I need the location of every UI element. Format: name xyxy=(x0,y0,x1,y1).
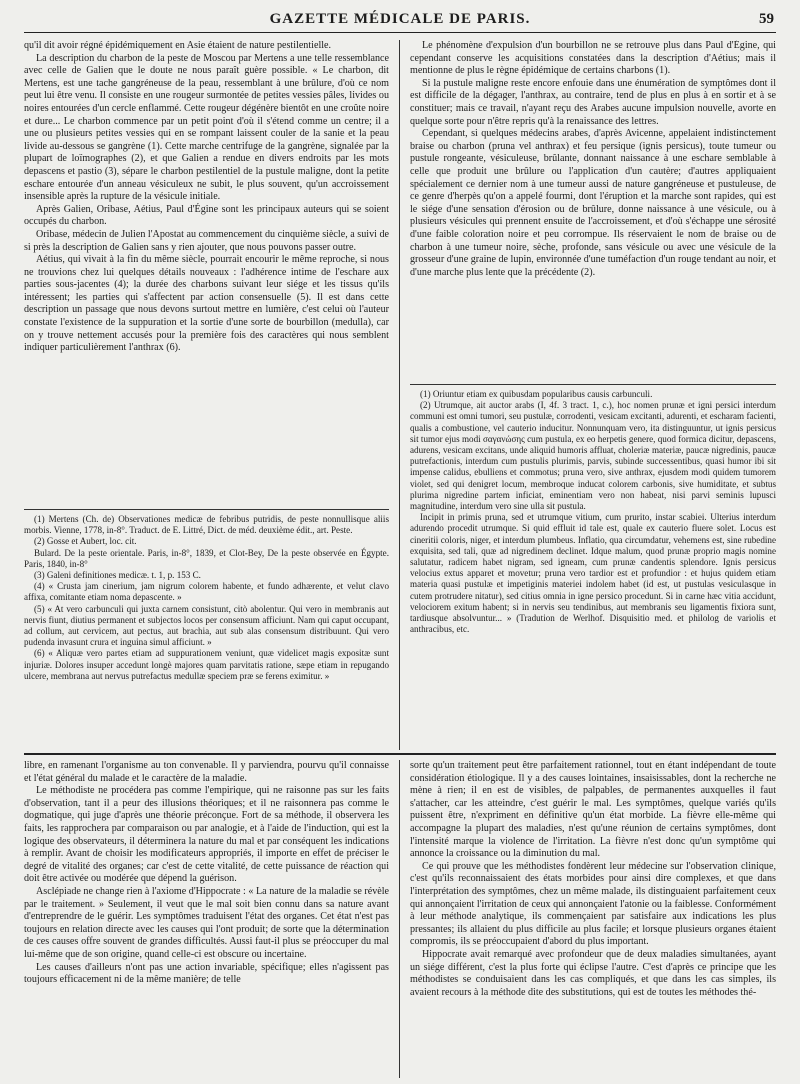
paragraph: Oribase, médecin de Julien l'Apostat au commencement du cinquième siècle, a suivi de si près la description de Galien sans y rien ajouter, que nous pouvons passer outre. xyxy=(24,228,389,253)
paragraph: Si la pustule maligne reste encore enfouie dans une énumération de symptômes dont il est difficile de la dégager, l'anthrax, au contraire, tend de plus en plus à en sortir et à se constituer; mais ce travail, n'ayant reçu des Arabes aucune impulsion nouvelle, avorte en quelque sorte pour n'être repris qu'à la renaissance des lettres. xyxy=(410,77,776,127)
paragraph: Le méthodiste ne procédera pas comme l'empirique, qui ne raisonne pas sur les faits d'observation, tant il a peur des illusions théoriques; et il ne raisonnera pas comme le dogmatique, qui juge d'après une théorie préconçue. Fort de sa méthode, il observera les faits, les rapprochera par comparaison ou par analogie, et à l'aide de l'induction, qui est la logique des observateurs, il déterminera la nature du mal et par conséquent les indications à remplir. Avant de choisir les modificateurs appropriés, il importe en effet de préciser le degré de vitalité des organes; car c'est de cette vitalité, de cette puissance de réaction qui doit être activée ou modérée que dépend la guérison. xyxy=(24,785,389,885)
page-header xyxy=(24,10,776,33)
paragraph: Cependant, si quelques médecins arabes, d'après Avicenne, appelaient indistinctement braise ou charbon (pruna vel anthrax) et feu persique (ignis persicus), toute tumeur ou pustule rongeante, vésiculeuse, brûlante, donnant naissance à une eschare semblable à celle que produit une brûlure ou l'application d'un cautère; d'autres appliquaient spécialement ce dernier nom à une tumeur aussi de nature gangréneuse et pustuleuse, de ce genre d'herpès qu'on a appelé fourmi, dont l'éruption et la marche sont rapides, qui est le siége d'une sensation d'érosion ou de brûlure, donne naissance à une vésicule, ou à plusieurs vésicules qui prennent ensuite de l'accroissement, et d'où s'échappe une sérosité d'une faible coloration noire et peu corrompue. Ils réservaient le nom de braise ou de charbon à une tumeur noire, sèche, profonde, sans vésicule ou avec une vésicule de la grosseur d'une graine de lupin, environnée d'une tuméfaction d'un rouge tendant au noir, et d'une marche plus lente que la précédente (2). xyxy=(410,128,776,278)
footnote: (3) Galeni definitiones medicæ. t. 1, p. 153 C. xyxy=(34,570,201,581)
paragraph: La description du charbon de la peste de Moscou par Mertens a une telle ressemblance avec celle de Galien que le doute ne nous paraît guère possible. « Le charbon, dit Mertens, est une tache gangréneuse de la peau, ressemblant à une brûlure, d'où ce nom peut lui être venu. Il consiste en une rougeur surmontée de petites vessies pâles, livides ou noires entourées d'un cercle enflammé. Cette rougeur dégénère bientôt en une croûte noire et dure... Le charbon commence par un petit point d'où il s'étend comme un centre; il a une ou plusieurs petites vessies qui en se rompant laissent couler de la sanie et la peau livide au-dessous se gangrène (1). Cette marche centrifuge de la gangrène, signalée par la plupart de loïmographes (2), et que Galien a rendue en divers endroits par les mots depascens et pastio (3), sépare le charbon pestilentiel de la pustule maligne, dont la petite eschare entourée d'un anneau vésiculeux ne subit, le plus souvent, qu'un accroissement insensible après la rupture de la vésicule initiale. xyxy=(24,52,389,203)
top-right-footnotes xyxy=(410,389,776,746)
footnote-separator xyxy=(410,384,776,385)
footnote-separator xyxy=(24,509,389,510)
paragraph: Aétius, qui vivait à la fin du même siècle, pourrait encourir le même reproche, si nous ne trouvions chez lui quelques détails nouveaux : l'adhérence intime de l'eschare aux parties sous-jacentes (4); la durée des charbons suivant leur siége et les tissus qu'ils intéressent; les parties qui s'affectent par action consensuelle (5). Il est dans cette description un passage que nous devons surtout mettre en lumière, c'est celui où l'auteur constate l'existence de la suppuration et la sortie d'une sorte de bourbillon (medulla), car on y trouve nettement accusés pour la première fois des caractères qui nous semblent indiquer particulièrement l'anthrax (6). xyxy=(24,254,389,354)
page-number: 59 xyxy=(759,11,774,27)
footnote: Incipit in primis pruna, sed et utrumque vitium, cum prurito, instar scabiei. Ulterius interdum adurendo procedit utrumque. Si quid effluit id tale est, quale ex cauterio fluere solet. Locus est cineritii coloris, niger, et interdum plumbeus. Inflatio, qua circumdatur, vehemens est, sine rubedine exquisita, sed tali, quæ ad nigredinem declinet. Idque malum, quod prunæ proprio magis nomine salutatur, radicem habet nigram, sed igneam, cum prunæ candentis splendore. Ignis persicus velocius extus apparet et movetur; pruna vero tardior est et profundior : et hujus quidem etiam materia quasi pustulæ et impetiginis materiei indolem habet (id est, ut pustulas vesiculasque in cutem protrudere nitatur), sed citius omnia in igne persico procedunt. Si in carne hæc vitia accidunt, velociorem exitum habent; si in nervis seu tendinibus, aut membranis seu ligamentis fixiora sunt, tardiusque absolvuntur... » (Tradution de Werlhof. Disquisitio med. et philolog de variolis et anthracibus, etc. xyxy=(410,512,776,635)
paragraph: Hippocrate avait remarqué avec profondeur que de deux maladies simultanées, ayant un siége différent, c'est la plus forte qui éclipse l'autre. C'est d'après ce principe que les méthodistes se conduisaient dans les cas compliqués, et que dans les cas simples, ils avaient recours à la méthode dite des substitutions, qui est de toutes les méthodes thé- xyxy=(410,948,776,998)
top-left-footnotes xyxy=(24,514,389,746)
paragraph: Après Galien, Oribase, Aétius, Paul d'Égine sont les principaux auteurs qui se soient occupés du charbon. xyxy=(24,203,389,228)
section-separator xyxy=(24,753,776,755)
bottom-left-column xyxy=(24,760,389,1078)
footnote: (1) Mertens (Ch. de) Observationes medicæ de febribus putridis, de peste nonnullisque aliis morbis. Vienne, 1778, in-8°. Traduct. de E. Littré, Dict. de méd. deuxième édit., art. Peste. xyxy=(24,514,389,536)
footnote: (6) « Aliquæ vero partes etiam ad suppurationem veniunt, quæ videlicet magis expositæ sunt injuriæ. Dolores insuper accedunt longè majores quam parvitatis ratione, sæpe etiam in repugando ulcere, membrana aut nervus putrefactus medullæ speciem præ se ferens eximitur. » xyxy=(24,648,389,681)
footnote: (4) « Crusta jam cinerium, jam nigrum colorem habente, et fundo adhærente, et velut clavo affixa, comitante etiam noma depascente. » xyxy=(24,581,389,603)
footnote: (2) Utrumque, ait auctor arabs (I, 4f. 3 tract. 1, c.), hoc nomen prunæ et igni persici interdum communi est omni tumori, seu pustulæ, corrodenti, vesicam excitanti, adurenti, et escharam facienti, qualis a combustione, vel cauterio inducitur. Nonnunquam vero, ita distinguuntur, ut ignis persicus sit tumor ejus modi σαγανώσης cum pustula, ex eo herpetis genere, quod formica dicitur, depascens, adurens, vesicam excitans, unde aliquid humoris affluat, choleriæ materiæ, paucæ nigredinis, paucæ putrefactionis, interdum cum pustulis plurimis, parvis, subinde successentibus, quasi humor ibi sit impense calidus, ebulliens et commotus; pruna vero, sive anthrax, ejusdem modi quidem tumorem violet, sed qui denigret locum, membroque inducat colorem carbonis, sive humiditate, et subtus plurima nigredine partem inficiat, eminentiam vero non habeat, nisi parvi seminis lupusci magnitudine, interdum vero sine ulla sit pustula. xyxy=(410,400,776,512)
column-divider xyxy=(399,40,400,750)
paragraph: Ce qui prouve que les méthodistes fondèrent leur médecine sur l'observation clinique, c'est qu'ils reconnaissaient des états morbides pour ainsi dire complexes, et que dans l'interprétation des symptômes, chez un même malade, ils distinguaient parfaitement ceux qui annonçaient l'irritation de ceux qui annonçaient l'atonie ou la faiblesse. Conformément à leur méthode analytique, ils commençaient par satisfaire aux indications les plus pressantes; ils allaient du plus difficile au plus facile; et lorsque plusieurs organes étaient compromis, ils se préoccupaient d'abord du plus important. xyxy=(410,860,776,948)
column-divider xyxy=(399,760,400,1078)
paragraph: qu'il dit avoir régné épidémiquement en Asie étaient de nature pestilentielle. xyxy=(24,40,332,51)
footnote: (1) Oriuntur etiam ex quibusdam popularibus causis carbunculi. xyxy=(420,389,653,399)
footnote: Bulard. De la peste orientale. Paris, in-8°, 1839, et Clot-Bey, De la peste observée en Égypte. Paris, 1840, in-8° xyxy=(24,547,389,569)
paragraph: libre, en ramenant l'organisme au ton convenable. Il y parviendra, pourvu qu'il connaisse et l'état général du malade et le caractère de la maladie. xyxy=(24,760,389,784)
paragraph: Asclépiade ne change rien à l'axiome d'Hippocrate : « La nature de la maladie se révèle par le traitement. » Seulement, il veut que le mal soit bien connu dans sa nature avant d'entreprendre de le guérir. Les symptômes traduisent l'état des organes. Cet état n'est pas toujours en relation directe avec les causes qui l'ont produit; de sorte que la détermination de ces causes offre souvent de grandes difficultés. Aussi faut-il plus se préoccuper du mal lui-même que de son origine, quand celle-ci est obscure ou incertaine. xyxy=(24,885,389,960)
bottom-right-column xyxy=(410,760,776,1078)
paragraph: Les causes d'ailleurs n'ont pas une action invariable, spécifique; elles n'agissent pas toujours efficacement ni de la même manière; de telle xyxy=(24,961,389,986)
footnote: (2) Gosse et Aubert, loc. cit. xyxy=(34,536,137,547)
paragraph: sorte qu'un traitement peut être parfaitement rationnel, tout en étant indépendant de toute considération étiologique. Il y a des causes lointaines, insaisissables, dont la recherche ne mène à rien; il en est de visibles, de palpables, de permanentes auxquelles il faut s'attacher, car les atteindre, c'est guérir le mal. Les symptômes, quelque variés qu'ils puissent être, n'expriment en définitive qu'un état morbide. La fièvre elle-même qui accompagne la plupart des maladies, n'est qu'une réunion de certains symptômes, dont l'intensité marque la violence de l'irritation. La fièvre n'est donc qu'un symptôme qui annonce la croissance ou la diminution du mal. xyxy=(410,760,776,860)
top-right-column xyxy=(410,40,776,380)
top-left-column xyxy=(24,40,389,505)
paragraph: Le phénomène d'expulsion d'un bourbillon ne se retrouve plus dans Paul d'Égine, qui cependant conserve les acquisitions constatées dans la description d'Aétius; mais il mentionne de plus le règne épidémique de certains charbons (1). xyxy=(410,40,776,77)
footnote: (5) « At vero carbunculi qui juxta carnem consistunt, citò abolentur. Qui vero in membranis aut nervis fiunt, diutius permanent et subjectos locos per consensum afficiunt. Nam qui caput occupant, ad collum, aut cervicem, aut pectus, aut brachia, aut sub alas consensum distribuunt. Qui vero pudenda invasunt crura et inguina simul afficiunt. » xyxy=(24,603,389,648)
journal-title: GAZETTE MÉDICALE DE PARIS. xyxy=(269,11,531,27)
